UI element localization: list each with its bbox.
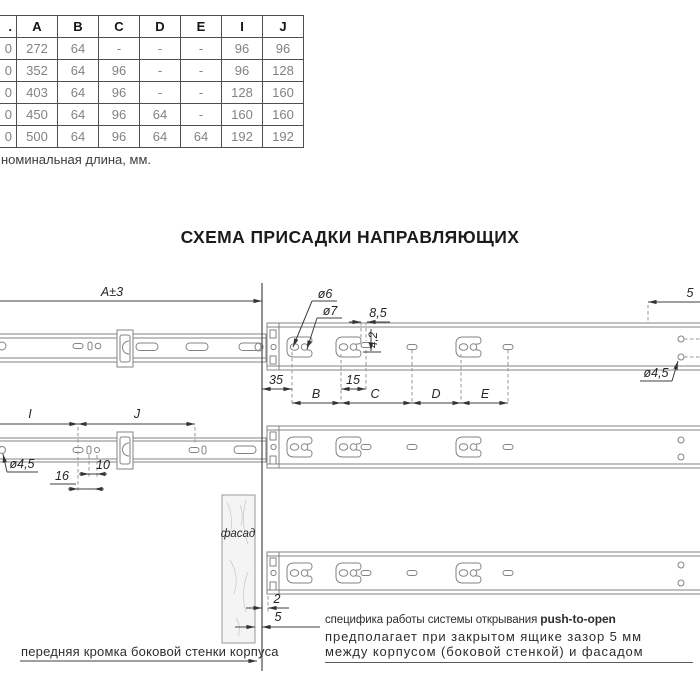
note-line1-bold: push-to-open [540, 612, 616, 626]
note-line1-text: специфика работы системы открывания [325, 614, 541, 626]
note-line-3: между корпусом (боковой стенкой) и фасадом [325, 644, 644, 660]
facade-panel [222, 495, 255, 643]
cell: - [181, 104, 222, 126]
dim-label-35: 35 [269, 373, 283, 387]
dim-label-10: 10 [96, 458, 110, 472]
dim-label-dia4-5-right: ø4,5 [643, 366, 669, 380]
col-header-A: A [17, 16, 58, 38]
cell: 0 [0, 38, 17, 60]
cell: 96 [99, 82, 140, 104]
cell: 0 [0, 60, 17, 82]
cell: - [181, 82, 222, 104]
dim-label-15: 15 [346, 373, 360, 387]
cell: 0 [0, 82, 17, 104]
bottom-slide-rail [267, 552, 700, 594]
cell: 192 [263, 126, 304, 148]
cell: 64 [58, 60, 99, 82]
cell: 64 [58, 104, 99, 126]
dim-label-5-right: 5 [686, 286, 694, 300]
cell: 64 [181, 126, 222, 148]
cell: - [181, 60, 222, 82]
cell: - [99, 38, 140, 60]
dim-label-dia6: ø6 [317, 287, 333, 301]
cell: 160 [263, 82, 304, 104]
cell: 500 [17, 126, 58, 148]
dim-label-8-5: 8,5 [369, 306, 387, 320]
top-slide-right-rail [267, 323, 700, 370]
cell: 352 [17, 60, 58, 82]
dim-label-4-2: 4,2 [368, 332, 380, 348]
dim-label-E: E [480, 387, 490, 401]
top-slide-latch-bracket [117, 330, 133, 367]
cell: 96 [99, 60, 140, 82]
page-title: СХЕМА ПРИСАДКИ НАПРАВЛЯЮЩИХ [180, 227, 520, 247]
dim-label-B: B [311, 387, 321, 401]
cell: 96 [99, 104, 140, 126]
cell: 64 [58, 126, 99, 148]
cell: 160 [263, 104, 304, 126]
cell: 192 [222, 126, 263, 148]
note-line-2: предполагает при закрытом ящике зазор 5 мм [325, 628, 642, 644]
dim-label-C: C [370, 387, 380, 401]
dim-label-gap2: 2 [273, 592, 281, 606]
cell: 160 [222, 104, 263, 126]
cell: 272 [17, 38, 58, 60]
dim-label-D: D [431, 387, 441, 401]
cell: 0 [0, 126, 17, 148]
dim-label-a-plus-3: A±3 [100, 285, 124, 299]
cell: 0 [0, 104, 17, 126]
cell: - [140, 38, 181, 60]
col-header-E: E [181, 16, 222, 38]
dim-label-dia4-5-left: ø4,5 [9, 457, 35, 471]
col-header-J: J [263, 16, 304, 38]
cell: 96 [222, 38, 263, 60]
table-footnote: номинальная длина, мм. [1, 152, 151, 167]
cell: 64 [140, 126, 181, 148]
cell: 96 [263, 38, 304, 60]
note-line-1 [325, 612, 693, 629]
cell: 128 [222, 82, 263, 104]
middle-slide-right-rail [267, 426, 700, 468]
cell: - [140, 82, 181, 104]
cell: 403 [17, 82, 58, 104]
middle-slide-latch-bracket [117, 432, 133, 469]
dim-label-J: J [133, 407, 141, 421]
cell: 64 [58, 38, 99, 60]
cell: 96 [99, 126, 140, 148]
col-header-D: D [140, 16, 181, 38]
cell: 128 [263, 60, 304, 82]
col-header-B: B [58, 16, 99, 38]
dim-label-I: I [28, 407, 32, 421]
cell: 450 [17, 104, 58, 126]
dim-label-16: 16 [55, 469, 69, 483]
facade-label: фасад [220, 528, 256, 540]
dim-label-dia7: ø7 [322, 304, 338, 318]
cell: - [140, 60, 181, 82]
push-to-open-note [325, 612, 693, 663]
cell: 64 [140, 104, 181, 126]
dimension-lines [0, 301, 700, 661]
col-header-clipped: . [0, 16, 17, 38]
cell: - [181, 38, 222, 60]
col-header-I: I [222, 16, 263, 38]
col-header-C: C [99, 16, 140, 38]
front-edge-note: передняя кромка боковой стенки корпуса [21, 644, 279, 659]
dim-label-gap5: 5 [274, 610, 282, 624]
cell: 96 [222, 60, 263, 82]
cell: 64 [58, 82, 99, 104]
